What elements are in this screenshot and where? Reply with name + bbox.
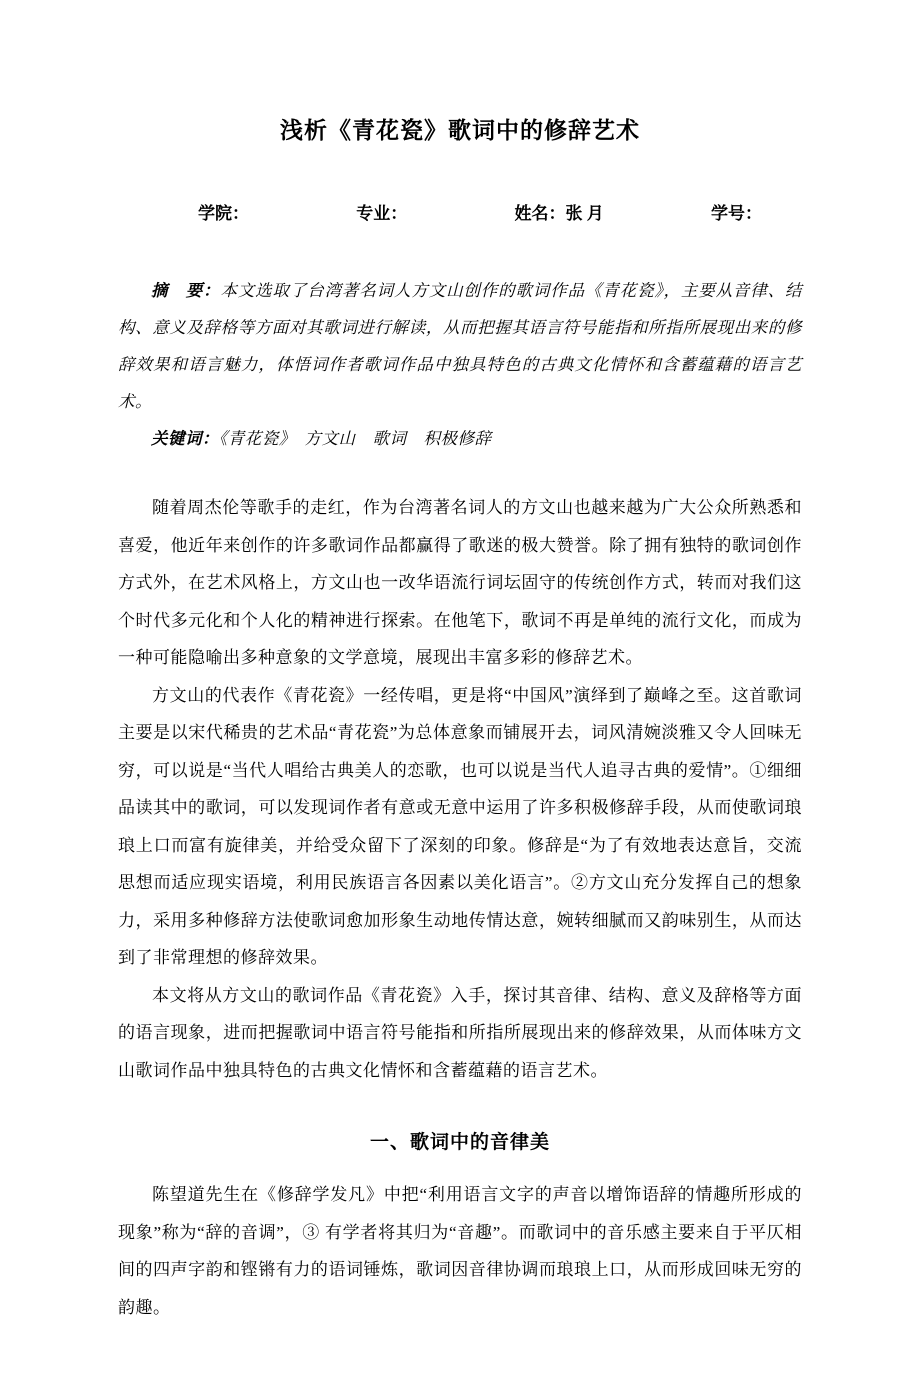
- body-text: [118, 489, 802, 1089]
- section-paragraph: 陈望道先生在《修辞学发凡》中把“利用语言文字的声音以增饰语辞的情趣所形成的现象”称为“辞的音调”，③ 有学者将其归为“音趣”。而歌词中的音乐感主要来自于平仄相间的四声字韵和铿锵有力的语词锤炼，歌词因音律协调而琅琅上口，从而形成回味无穷的韵趣。: [118, 1185, 802, 1317]
- document-title: 浅析《青花瓷》歌词中的修辞艺术: [280, 117, 640, 143]
- body-paragraph-3: 本文将从方文山的歌词作品《青花瓷》入手，探讨其音律、结构、意义及辞格等方面的语言现象，进而把握歌词中语言符号能指和所指所展现出来的修辞效果，从而体味方文山歌词作品中独具特色的古典文化情怀和含蓄蕴藉的语言艺术。: [118, 985, 802, 1080]
- keywords-label: 关键词：: [151, 429, 219, 448]
- author-info-row: [198, 199, 762, 224]
- name-value: 张 月: [565, 204, 604, 223]
- abstract-text: 本文选取了台湾著名词人方文山创作的歌词作品《青花瓷》，主要从音律、结构、意义及辞格等方面对其歌词进行解读，从而把握其语言符号能指和所指所展现出来的修辞效果和语言魅力，体悟词作者歌词作品中独具特色的古典文化情怀和含蓄蕴藉的语言艺术。: [118, 281, 803, 411]
- keywords-text: 《青花瓷》 方文山 歌词 积极修辞: [219, 429, 492, 448]
- college-label: 学院：: [198, 204, 249, 223]
- section-heading: 一、歌词中的音律美: [369, 1132, 550, 1153]
- name-field: [515, 199, 604, 224]
- student-id-label: 学号：: [711, 204, 762, 223]
- keywords-line: [118, 420, 802, 457]
- body-paragraph-2: 方文山的代表作《青花瓷》一经传唱，更是将“中国风”演绎到了巅峰之至。这首歌词主要是以宋代稀贵的艺术品“青花瓷”为总体意象而铺展开去，词风清婉淡雅又令人回味无穷，可以说是“当代人唱给古典美人的恋歌，也可以说是当代人追寻古典的爱情”。①细细品读其中的歌词，可以发现词作者有意或无意中运用了许多积极修辞手段，从而使歌词琅琅上口而富有旋律美，并给受众留下了深刻的印象。修辞是“为了有效地表达意旨，交流思想而适应现实语境，利用民族语言各因素以美化语言”。②方文山充分发挥自己的想象力，采用多种修辞方法使歌词愈加形象生动地传情达意，婉转细腻而又韵味别生，从而达到了非常理想的修辞效果。: [118, 685, 802, 967]
- abstract-paragraph: [118, 272, 802, 420]
- abstract-label: 摘 要：: [151, 281, 221, 300]
- body-paragraph-1: 随着周杰伦等歌手的走红，作为台湾著名词人的方文山也越来越为广大公众所熟悉和喜爱，他近年来创作的许多歌词作品都赢得了歌迷的极大赞誉。除了拥有独特的歌词创作方式外，在艺术风格上，方文山也一改华语流行词坛固守的传统创作方式，转而对我们这个时代多元化和个人化的精神进行探索。在他笔下，歌词不再是单纯的流行文化，而成为一种可能隐喻出多种意象的文学意境，展现出丰富多彩的修辞艺术。: [118, 498, 802, 667]
- name-label: 姓名：: [514, 204, 566, 223]
- major-label: 专业：: [356, 204, 408, 223]
